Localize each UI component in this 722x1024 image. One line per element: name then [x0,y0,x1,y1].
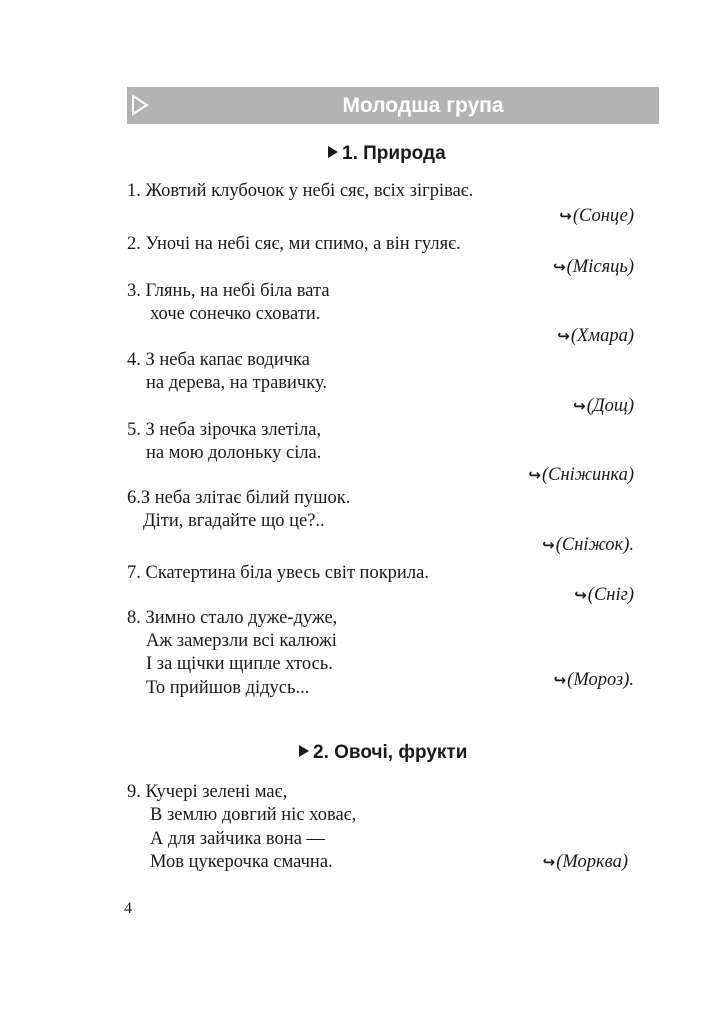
hook-arrow-icon: ↪ [553,671,567,689]
hook-arrow-icon: ↪ [574,586,587,604]
riddle-answer: ↪(Хмара) [557,326,634,346]
riddle-line: на мою долоньку сіла. [146,443,322,463]
hook-arrow-icon: ↪ [553,258,566,276]
riddle-line: 2. Уночі на небі сяє, ми спимо, а він гуляє. [127,234,461,254]
triangle-right-icon [328,146,338,158]
riddle-answer: ↪(Сонце) [559,206,634,226]
hook-arrow-icon: ↪ [573,397,586,415]
riddle-line: Аж замерзли всі калюжі [146,631,337,651]
section-title: 1. Природа [342,143,446,164]
riddle-line: 7. Скатертина біла увесь світ покрила. [127,563,429,583]
riddle-line: 6.З неба злітає білий пушок. [127,488,351,508]
riddle-line: 9. Кучері зелені має, [127,782,288,802]
page-number: 4 [124,900,132,917]
riddle-answer: ↪(Морква) [542,852,628,872]
riddle-line: 8. Зимно стало дуже-дуже, [127,608,338,628]
hook-arrow-icon: ↪ [542,853,556,871]
riddle-line: 5. З неба зірочка злетіла, [127,420,322,440]
outline-play-icon [131,94,149,116]
riddle-answer: ↪(Дощ) [573,396,634,416]
riddle-line: І за щічки щипле хтось. [146,654,333,674]
riddle-line: на дерева, на травичку. [146,373,327,393]
riddle-answer: ↪(Сніг) [574,585,634,605]
section-heading-vegetables [299,742,467,764]
riddle-line: То прийшов дідусь... [146,678,310,698]
triangle-right-icon [299,745,309,757]
banner-title: Молодша група [342,94,504,117]
riddle-line: В землю довгий ніс ховає, [150,805,357,825]
riddle-line: 4. З неба капає водичка [127,350,310,370]
hook-arrow-icon: ↪ [557,327,570,345]
riddle-answer: ↪(Сніжок). [542,535,634,555]
section-title: 2. Овочі, фрукти [313,742,468,763]
riddle-answer: ↪(Місяць) [553,257,634,277]
riddle-line: 3. Глянь, на небі біла вата [127,281,330,301]
riddle-line: 1. Жовтий клубочок у небі сяє, всіх зігріває. [127,181,474,201]
riddle-line: Мов цукерочка смачна. [150,852,333,872]
riddle-line: А для зайчика вона — [150,829,326,849]
riddle-answer: ↪(Сніжинка) [528,465,634,485]
riddle-line: Діти, вгадайте що це?.. [143,511,325,531]
section-heading-nature [328,143,446,165]
hook-arrow-icon: ↪ [542,536,555,554]
riddle-answer: ↪(Мороз). [553,670,634,690]
riddle-line: хоче сонечко сховати. [150,304,321,324]
hook-arrow-icon: ↪ [559,207,572,225]
hook-arrow-icon: ↪ [528,466,541,484]
group-banner [127,87,659,124]
